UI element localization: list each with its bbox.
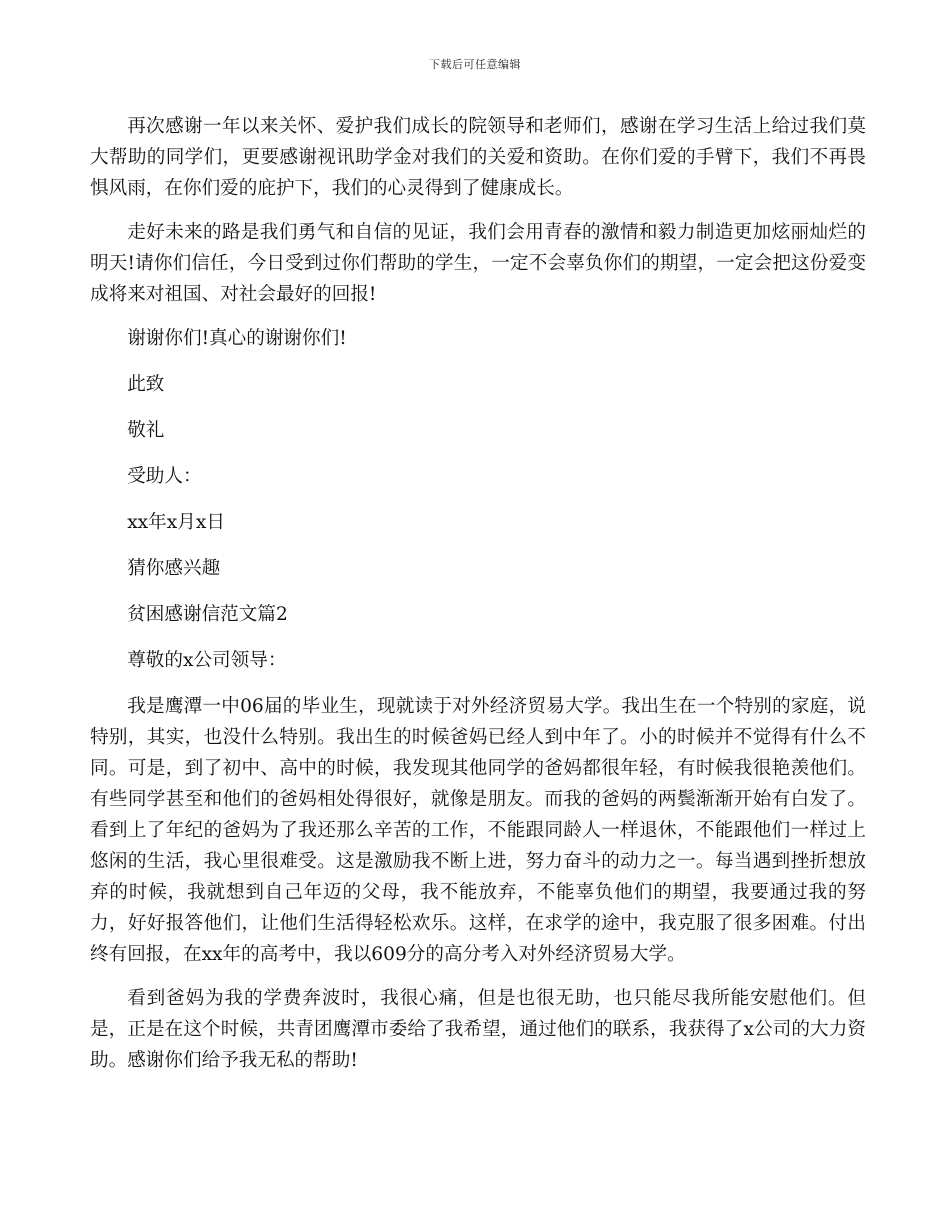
paragraph-support: 看到爸妈为我的学费奔波时，我很心痛，但是也很无助，也只能尽我所能安慰他们。但是，正是在这个时候，共青团鹰潭市委给了我希望，通过他们的联系，我获得了x公司的大力资助。感谢你们给予我无私的帮助!: [90, 988, 866, 1071]
closing-line-2: 敬礼: [127, 420, 165, 441]
date-line: xx年x月x日: [127, 512, 225, 533]
related-heading: 猜你感兴趣: [127, 558, 221, 579]
salutation-line: 尊敬的x公司领导：: [127, 650, 287, 671]
paragraph-future: 走好未来的路是我们勇气和自信的见证，我们会用青春的激情和毅力制造更加炫丽灿烂的明天!请你们信任，今日受到过你们帮助的学生，一定不会辜负你们的期望，一定会把这份爱变成将来对祖国、对社会最好的回报!: [90, 222, 866, 305]
thanks-line: 谢谢你们!真心的谢谢你们!: [127, 328, 347, 349]
paragraph-background: 我是鹰潭一中06届的毕业生，现就读于对外经济贸易大学。我出生在一个特别的家庭，说特别，其实，也没什么特别。我出生的时候爸妈已经人到中年了。小的时候并不觉得有什么不同。可是，到了初中、高中的时候，我发现其他同学的爸妈都很年轻，有时候我很艳羡他们。有些同学甚至和他们的爸妈相处得很好，就像是朋友。而我的爸妈的两鬓渐渐开始有白发了。看到上了年纪的爸妈为了我还那么辛苦的工作，不能跟同龄人一样退休，不能跟他们一样过上悠闲的生活，我心里很难受。这是激励我不断上进，努力奋斗的动力之一。每当遇到挫折想放弃的时候，我就想到自己年迈的父母，我不能放弃，不能辜负他们的期望，我要通过我的努力，好好报答他们，让他们生活得轻松欢乐。这样，在求学的途中，我克服了很多困难。付出终有回报，在xx年的高考中，我以609分的高分考入对外经济贸易大学。: [90, 696, 866, 965]
signature-line: 受助人：: [127, 466, 202, 487]
article-title: 贫困感谢信范文篇2: [127, 604, 288, 625]
page-header-note: 下载后可任意编辑: [429, 58, 521, 71]
document-body: [90, 111, 866, 1089]
closing-line-1: 此致: [127, 374, 165, 395]
paragraph-gratitude: 再次感谢一年以来关怀、爱护我们成长的院领导和老师们，感谢在学习生活上给过我们莫大帮助的同学们，更要感谢视讯助学金对我们的关爱和资助。在你们爱的手臂下，我们不再畏惧风雨，在你们爱的庇护下，我们的心灵得到了健康成长。: [90, 116, 866, 199]
